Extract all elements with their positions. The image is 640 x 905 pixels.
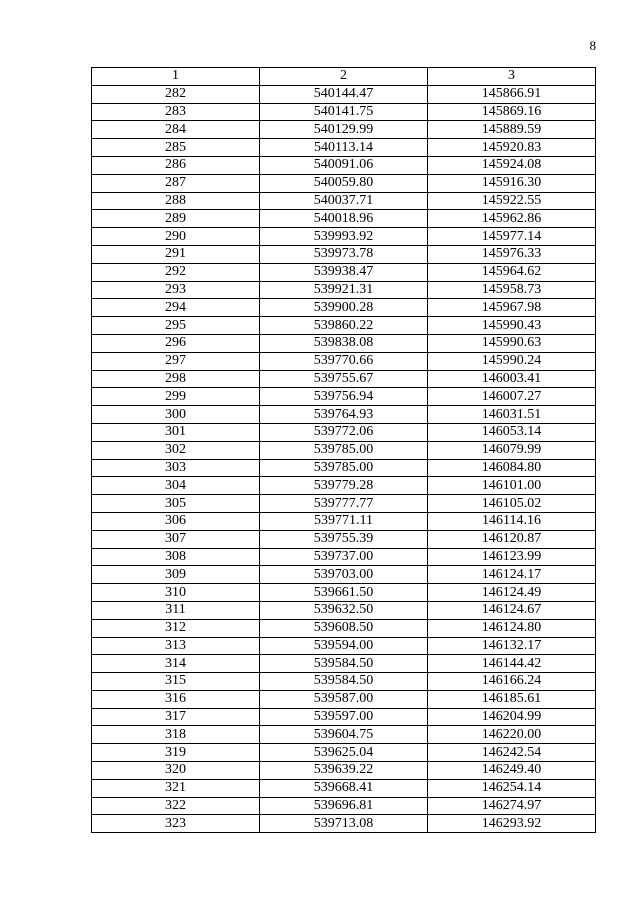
x-coordinate-cell: 539737.00	[260, 548, 428, 566]
x-coordinate-cell: 540037.71	[260, 192, 428, 210]
table-row	[92, 263, 596, 281]
table-header-row	[92, 68, 596, 86]
x-coordinate-cell: 539625.04	[260, 744, 428, 762]
column-header-2: 2	[260, 68, 428, 86]
table-row	[92, 352, 596, 370]
y-coordinate-cell: 146254.14	[428, 779, 596, 797]
table-row	[92, 139, 596, 157]
point-number-cell: 303	[92, 459, 260, 477]
point-number-cell: 310	[92, 584, 260, 602]
table-row	[92, 797, 596, 815]
x-coordinate-cell: 540059.80	[260, 174, 428, 192]
y-coordinate-cell: 146144.42	[428, 655, 596, 673]
table-row	[92, 744, 596, 762]
point-number-cell: 300	[92, 406, 260, 424]
point-number-cell: 295	[92, 317, 260, 335]
point-number-cell: 316	[92, 690, 260, 708]
table-row	[92, 495, 596, 513]
y-coordinate-cell: 146123.99	[428, 548, 596, 566]
table-row	[92, 174, 596, 192]
point-number-cell: 318	[92, 726, 260, 744]
point-number-cell: 290	[92, 228, 260, 246]
point-number-cell: 297	[92, 352, 260, 370]
table-row	[92, 228, 596, 246]
point-number-cell: 319	[92, 744, 260, 762]
x-coordinate-cell: 540144.47	[260, 85, 428, 103]
x-coordinate-cell: 539938.47	[260, 263, 428, 281]
point-number-cell: 315	[92, 673, 260, 691]
y-coordinate-cell: 146124.17	[428, 566, 596, 584]
x-coordinate-cell: 539756.94	[260, 388, 428, 406]
table-row	[92, 708, 596, 726]
y-coordinate-cell: 145967.98	[428, 299, 596, 317]
y-coordinate-cell: 146053.14	[428, 423, 596, 441]
y-coordinate-cell: 146003.41	[428, 370, 596, 388]
x-coordinate-cell: 539838.08	[260, 334, 428, 352]
table-row	[92, 548, 596, 566]
y-coordinate-cell: 146204.99	[428, 708, 596, 726]
table-row	[92, 566, 596, 584]
point-number-cell: 304	[92, 477, 260, 495]
column-header-3: 3	[428, 68, 596, 86]
y-coordinate-cell: 146120.87	[428, 530, 596, 548]
x-coordinate-cell: 539584.50	[260, 673, 428, 691]
table-body	[92, 85, 596, 832]
table-row	[92, 815, 596, 833]
table-row	[92, 762, 596, 780]
y-coordinate-cell: 145869.16	[428, 103, 596, 121]
y-coordinate-cell: 146274.97	[428, 797, 596, 815]
table-row	[92, 388, 596, 406]
table-row	[92, 673, 596, 691]
y-coordinate-cell: 146220.00	[428, 726, 596, 744]
table-row	[92, 441, 596, 459]
point-number-cell: 305	[92, 495, 260, 513]
x-coordinate-cell: 539703.00	[260, 566, 428, 584]
x-coordinate-cell: 539921.31	[260, 281, 428, 299]
page-number: 8	[589, 38, 596, 53]
y-coordinate-cell: 145920.83	[428, 139, 596, 157]
point-number-cell: 302	[92, 441, 260, 459]
point-number-cell: 321	[92, 779, 260, 797]
table-row	[92, 245, 596, 263]
y-coordinate-cell: 146249.40	[428, 762, 596, 780]
point-number-cell: 299	[92, 388, 260, 406]
x-coordinate-cell: 539597.00	[260, 708, 428, 726]
y-coordinate-cell: 146124.80	[428, 619, 596, 637]
x-coordinate-cell: 539860.22	[260, 317, 428, 335]
table-row	[92, 477, 596, 495]
x-coordinate-cell: 539785.00	[260, 459, 428, 477]
point-number-cell: 298	[92, 370, 260, 388]
table-row	[92, 584, 596, 602]
table-row	[92, 406, 596, 424]
table-row	[92, 103, 596, 121]
y-coordinate-cell: 145990.24	[428, 352, 596, 370]
point-number-cell: 292	[92, 263, 260, 281]
y-coordinate-cell: 146132.17	[428, 637, 596, 655]
y-coordinate-cell: 145958.73	[428, 281, 596, 299]
x-coordinate-cell: 540091.06	[260, 156, 428, 174]
y-coordinate-cell: 146079.99	[428, 441, 596, 459]
point-number-cell: 285	[92, 139, 260, 157]
point-number-cell: 306	[92, 512, 260, 530]
table-row	[92, 655, 596, 673]
point-number-cell: 296	[92, 334, 260, 352]
point-number-cell: 311	[92, 601, 260, 619]
x-coordinate-cell: 539755.67	[260, 370, 428, 388]
point-number-cell: 320	[92, 762, 260, 780]
table-row	[92, 619, 596, 637]
y-coordinate-cell: 145990.43	[428, 317, 596, 335]
point-number-cell: 287	[92, 174, 260, 192]
table-row	[92, 779, 596, 797]
point-number-cell: 291	[92, 245, 260, 263]
y-coordinate-cell: 146031.51	[428, 406, 596, 424]
x-coordinate-cell: 539604.75	[260, 726, 428, 744]
y-coordinate-cell: 146124.49	[428, 584, 596, 602]
y-coordinate-cell: 146101.00	[428, 477, 596, 495]
x-coordinate-cell: 539587.00	[260, 690, 428, 708]
point-number-cell: 309	[92, 566, 260, 584]
table-row	[92, 530, 596, 548]
table-row	[92, 726, 596, 744]
x-coordinate-cell: 539755.39	[260, 530, 428, 548]
point-number-cell: 293	[92, 281, 260, 299]
point-number-cell: 317	[92, 708, 260, 726]
coordinates-table	[91, 67, 596, 833]
y-coordinate-cell: 146124.67	[428, 601, 596, 619]
y-coordinate-cell: 145889.59	[428, 121, 596, 139]
point-number-cell: 322	[92, 797, 260, 815]
point-number-cell: 286	[92, 156, 260, 174]
table-row	[92, 317, 596, 335]
table-row	[92, 281, 596, 299]
point-number-cell: 283	[92, 103, 260, 121]
column-header-1: 1	[92, 68, 260, 86]
x-coordinate-cell: 539584.50	[260, 655, 428, 673]
y-coordinate-cell: 146007.27	[428, 388, 596, 406]
y-coordinate-cell: 146242.54	[428, 744, 596, 762]
x-coordinate-cell: 540113.14	[260, 139, 428, 157]
x-coordinate-cell: 539900.28	[260, 299, 428, 317]
table-row	[92, 210, 596, 228]
x-coordinate-cell: 539764.93	[260, 406, 428, 424]
y-coordinate-cell: 146114.16	[428, 512, 596, 530]
x-coordinate-cell: 539777.77	[260, 495, 428, 513]
x-coordinate-cell: 540141.75	[260, 103, 428, 121]
x-coordinate-cell: 539661.50	[260, 584, 428, 602]
y-coordinate-cell: 145922.55	[428, 192, 596, 210]
point-number-cell: 294	[92, 299, 260, 317]
y-coordinate-cell: 145962.86	[428, 210, 596, 228]
x-coordinate-cell: 539771.11	[260, 512, 428, 530]
point-number-cell: 307	[92, 530, 260, 548]
y-coordinate-cell: 146185.61	[428, 690, 596, 708]
x-coordinate-cell: 539770.66	[260, 352, 428, 370]
table-row	[92, 690, 596, 708]
point-number-cell: 313	[92, 637, 260, 655]
y-coordinate-cell: 145866.91	[428, 85, 596, 103]
point-number-cell: 284	[92, 121, 260, 139]
x-coordinate-cell: 539696.81	[260, 797, 428, 815]
y-coordinate-cell: 145990.63	[428, 334, 596, 352]
y-coordinate-cell: 145924.08	[428, 156, 596, 174]
point-number-cell: 312	[92, 619, 260, 637]
table-row	[92, 334, 596, 352]
x-coordinate-cell: 539785.00	[260, 441, 428, 459]
table-row	[92, 156, 596, 174]
table-row	[92, 85, 596, 103]
x-coordinate-cell: 539993.92	[260, 228, 428, 246]
table-row	[92, 423, 596, 441]
y-coordinate-cell: 146293.92	[428, 815, 596, 833]
table-row	[92, 512, 596, 530]
x-coordinate-cell: 539713.08	[260, 815, 428, 833]
table-row	[92, 637, 596, 655]
y-coordinate-cell: 145964.62	[428, 263, 596, 281]
x-coordinate-cell: 539639.22	[260, 762, 428, 780]
x-coordinate-cell: 539772.06	[260, 423, 428, 441]
x-coordinate-cell: 540018.96	[260, 210, 428, 228]
point-number-cell: 289	[92, 210, 260, 228]
table-row	[92, 459, 596, 477]
table-row	[92, 601, 596, 619]
point-number-cell: 308	[92, 548, 260, 566]
table-row	[92, 192, 596, 210]
y-coordinate-cell: 145977.14	[428, 228, 596, 246]
table-row	[92, 370, 596, 388]
x-coordinate-cell: 539632.50	[260, 601, 428, 619]
x-coordinate-cell: 539594.00	[260, 637, 428, 655]
x-coordinate-cell: 539668.41	[260, 779, 428, 797]
point-number-cell: 288	[92, 192, 260, 210]
point-number-cell: 323	[92, 815, 260, 833]
y-coordinate-cell: 145976.33	[428, 245, 596, 263]
y-coordinate-cell: 146084.80	[428, 459, 596, 477]
table-row	[92, 299, 596, 317]
x-coordinate-cell: 540129.99	[260, 121, 428, 139]
point-number-cell: 301	[92, 423, 260, 441]
y-coordinate-cell: 145916.30	[428, 174, 596, 192]
y-coordinate-cell: 146166.24	[428, 673, 596, 691]
x-coordinate-cell: 539779.28	[260, 477, 428, 495]
point-number-cell: 314	[92, 655, 260, 673]
x-coordinate-cell: 539608.50	[260, 619, 428, 637]
y-coordinate-cell: 146105.02	[428, 495, 596, 513]
point-number-cell: 282	[92, 85, 260, 103]
table-row	[92, 121, 596, 139]
x-coordinate-cell: 539973.78	[260, 245, 428, 263]
